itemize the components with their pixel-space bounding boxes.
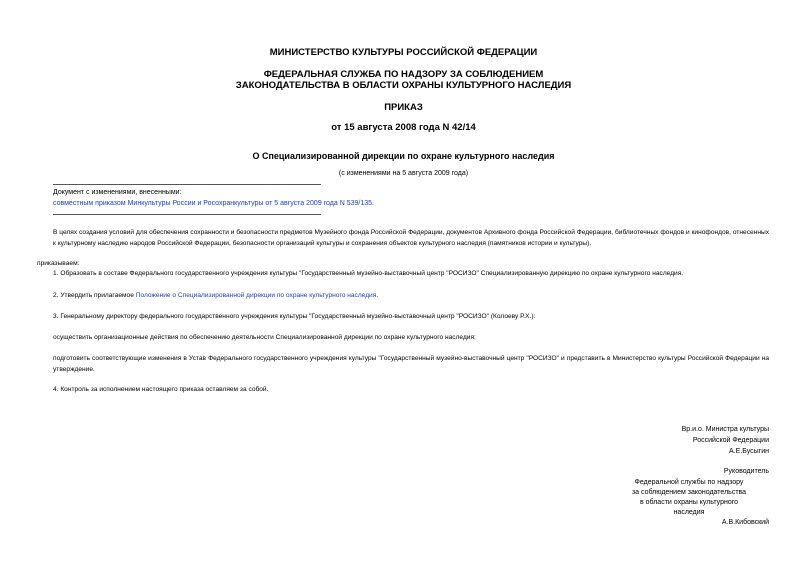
document-date: от 15 августа 2008 года N 42/14	[331, 122, 476, 133]
signature-head-title4: в области охраны культурного	[639, 499, 739, 506]
item-2	[53, 290, 769, 301]
item-1: 1. Образовать в составе Федерального государственного учреждения культуры "Государственный музейно-выставочный центр "РОСИЗО" Специализированную дирекцию по охране культурного наследия.	[53, 270, 684, 277]
signature-minister-title1: Вр.и.о. Министра культуры	[681, 426, 769, 433]
item-4: 4. Контроль за исполнением настоящего приказа оставляем за собой.	[53, 386, 269, 393]
service-heading-line2: ЗАКОНОДАТЕЛЬСТВА В ОБЛАСТИ ОХРАНЫ КУЛЬТУРНОГО НАСЛЕДИЯ	[235, 80, 572, 91]
signature-minister-title2: Российской Федерации	[692, 437, 769, 444]
divider-bottom	[53, 214, 321, 215]
ministry-heading: МИНИСТЕРСТВО КУЛЬТУРЫ РОССИЙСКОЙ ФЕДЕРАЦИИ	[269, 47, 538, 58]
item-3b: подготовить соответствующие изменения в Устав Федерального государственного учреждения культуры "Государственный музейно-выставочный центр "РОСИЗО" и представить в Министерство культуры Российской Федерации на утверждение.	[53, 355, 769, 373]
signature-head-title5: наследия	[673, 509, 705, 516]
signature-head-title1: Руководитель	[723, 468, 769, 475]
document-type: ПРИКАЗ	[384, 102, 423, 113]
service-heading-line1: ФЕДЕРАЛЬНАЯ СЛУЖБА ПО НАДЗОРУ ЗА СОБЛЮДЕНИЕМ	[263, 69, 544, 80]
changes-link-line	[53, 199, 374, 209]
amendment-note: (с изменениями на 5 августа 2009 года)	[338, 170, 469, 177]
order-word: приказываем:	[37, 260, 80, 267]
changes-link-suffix: .	[372, 200, 374, 207]
item-2-suffix: .	[376, 292, 379, 299]
amendment-link[interactable]: совместным приказом Минкультуры России и Росохранкультуры от 5 августа 2009 года N 539/135	[53, 200, 373, 207]
divider-top	[53, 184, 321, 185]
signature-minister-name: А.Е.Бусыгин	[729, 448, 769, 455]
signature-head-title2: Федеральной службы по надзору	[634, 479, 744, 486]
document-title: О Специализированной дирекции по охране культурного наследия	[252, 151, 555, 161]
item-3: 3. Генеральному директору федерального государственного учреждения культуры "Государственный музейно-выставочный центр "РОСИЗО" (Колоеву Р.Х.):	[53, 313, 536, 320]
preamble-paragraph: В целях создания условий для обеспечения сохранности и безопасности предметов Музейного фонда Российской Федерации, документов Архивного фонда Российской Федерации, библиотечных фондов и кинофондов, отнесенных к культурному наследию народов Российской Федерации, безопасности организаций культуры и сохранения объектов культурного наследия (памятников истории и культуры),	[53, 229, 769, 247]
item-3a: осуществить организационные действия по обеспечению деятельности Специализированной дирекции по охране культурного наследия;	[53, 334, 476, 341]
signature-head-name: А.В.Кибовский	[721, 519, 769, 526]
changes-label: Документ с изменениями, внесенными:	[53, 189, 182, 196]
item-2-prefix: 2. Утвердить прилагаемое	[53, 292, 136, 299]
signature-head-title3: за соблюдением законодательства	[631, 489, 747, 496]
regulation-link[interactable]: Положение о Специализированной дирекции по охране культурного наследия	[135, 292, 377, 299]
